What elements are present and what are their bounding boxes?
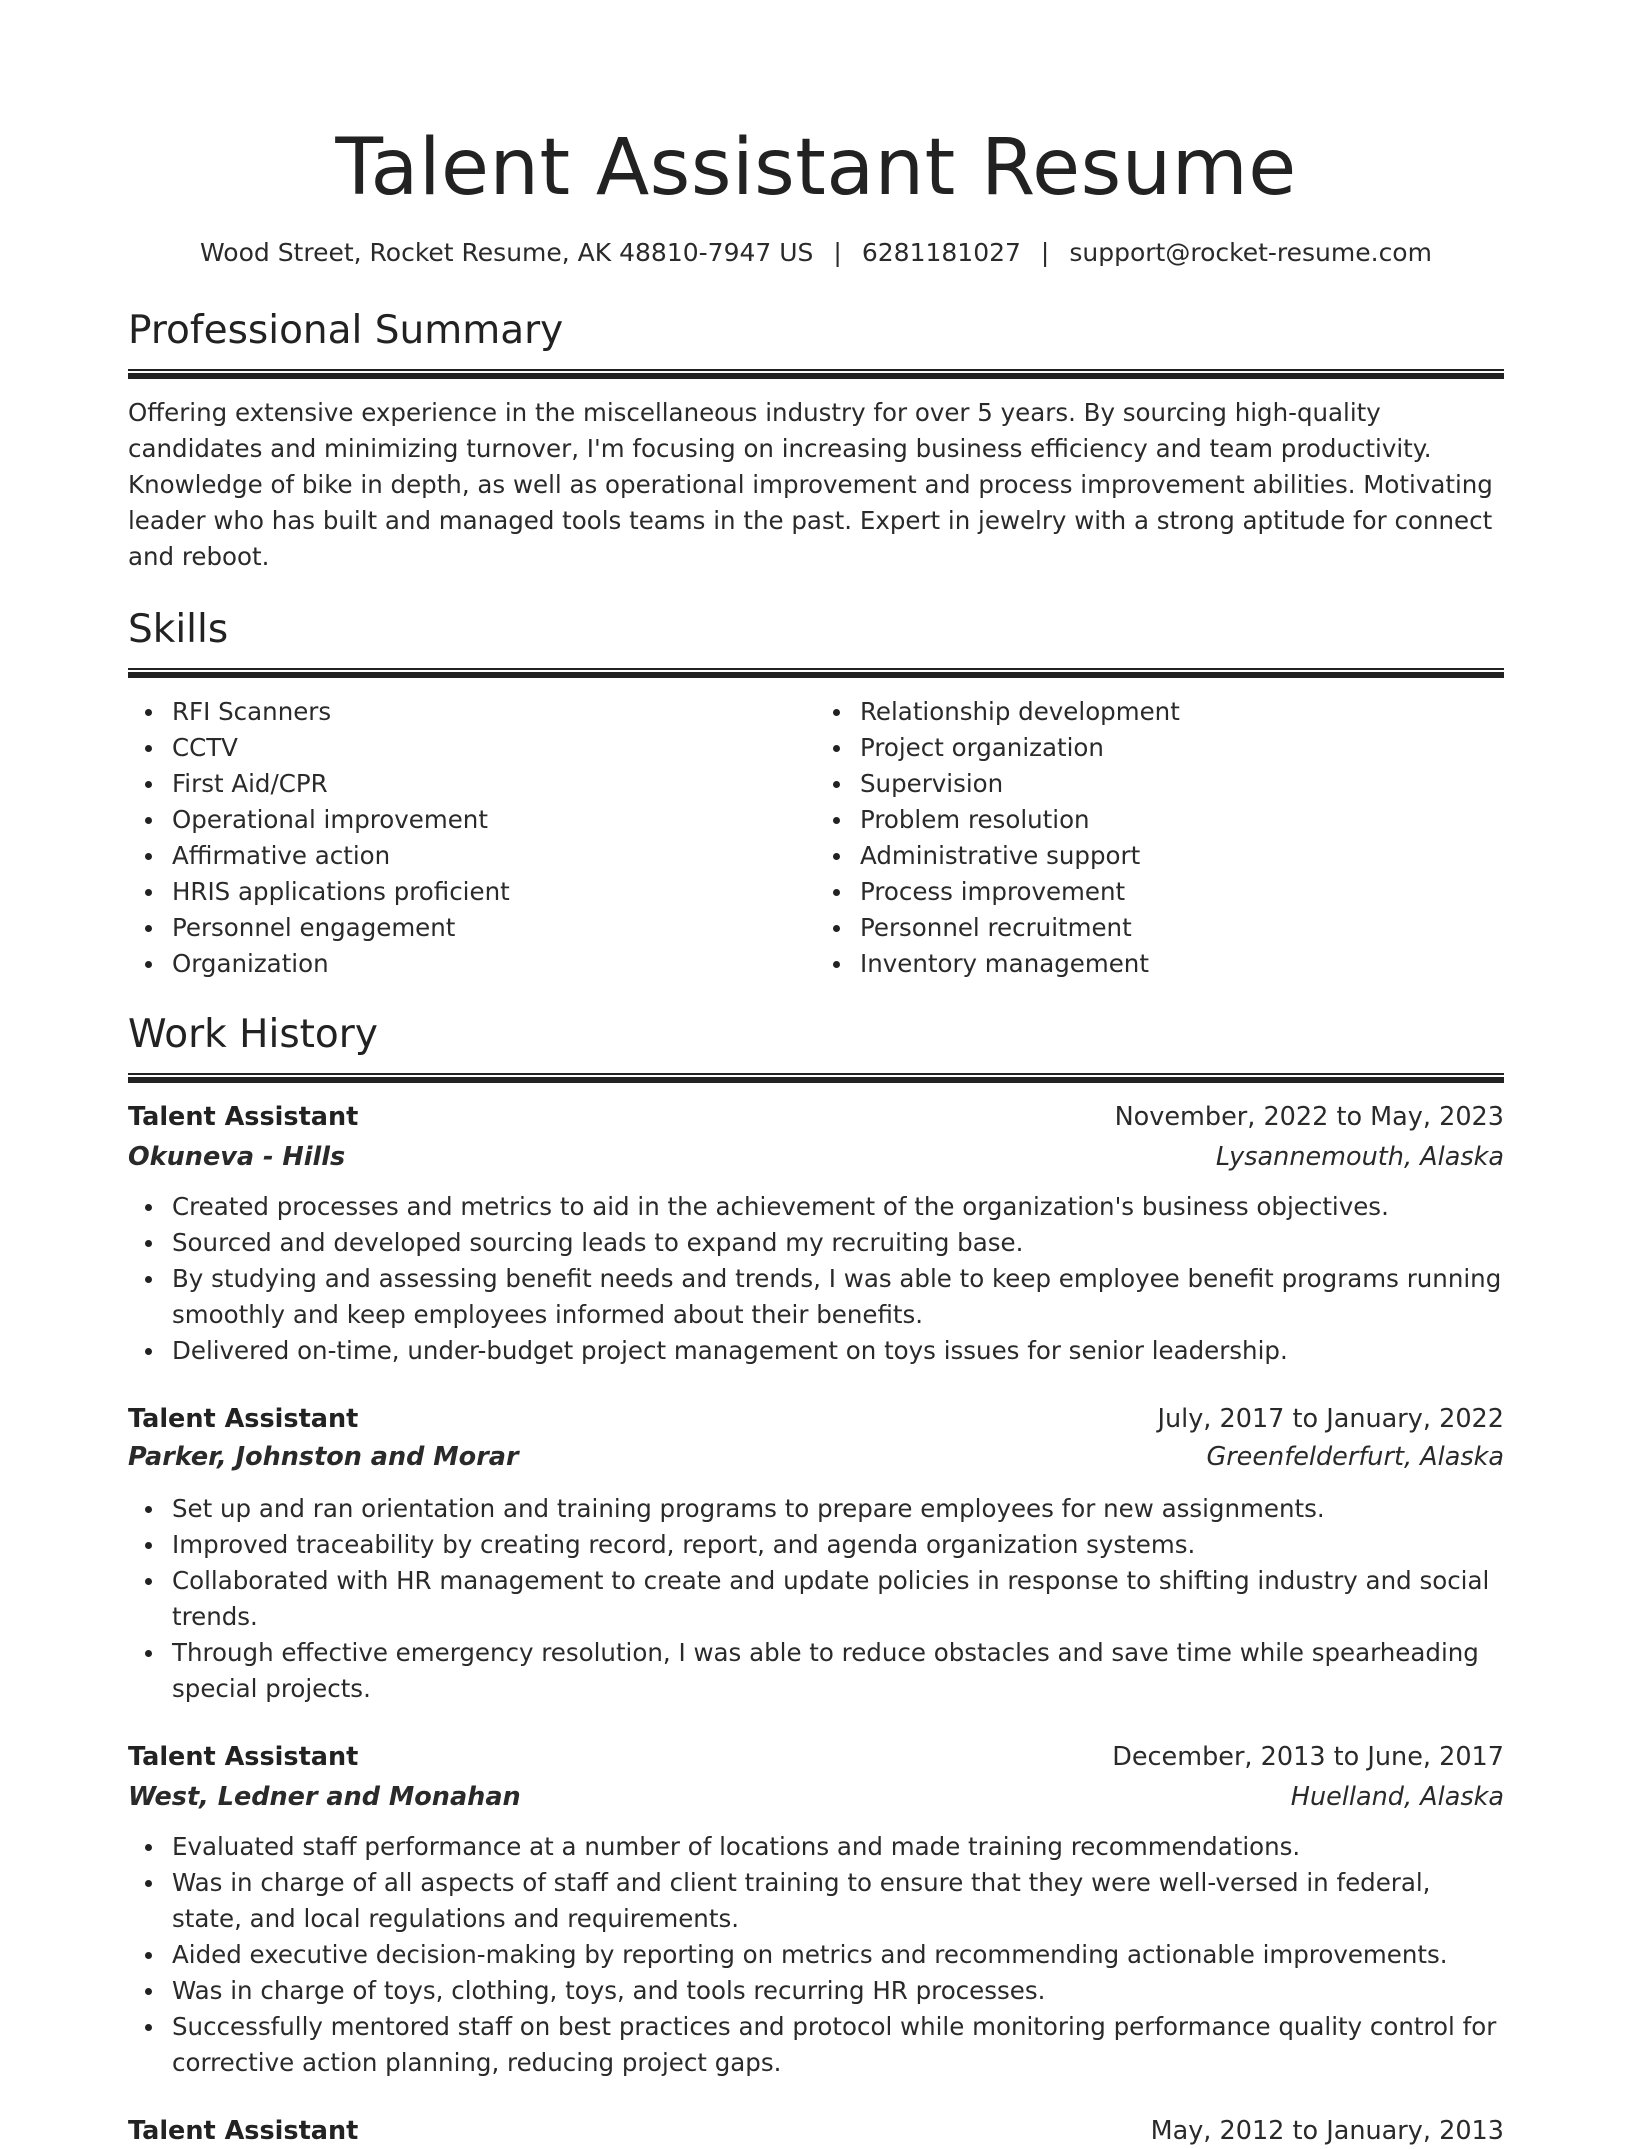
skill-item: Supervision	[860, 766, 1504, 802]
skill-item: First Aid/CPR	[172, 766, 816, 802]
contact-address: Wood Street, Rocket Resume, AK 48810-7947 US	[200, 238, 814, 267]
work-history-section	[128, 1012, 1504, 2149]
skill-item: Inventory management	[860, 946, 1504, 982]
job-bullet: Collaborated with HR management to create and update policies in response to shifting industry and social trends.	[172, 1563, 1504, 1635]
job-header	[128, 1401, 1504, 1437]
contact-separator: |	[833, 238, 842, 267]
job-header	[128, 1739, 1504, 1775]
section-divider	[128, 1073, 1504, 1083]
skill-item: Operational improvement	[172, 802, 816, 838]
skill-item: HRIS applications proficient	[172, 874, 816, 910]
section-divider	[128, 369, 1504, 379]
job-bullet: Successfully mentored staff on best practices and protocol while monitoring performance quality control for corrective action planning, reducing project gaps.	[172, 2009, 1504, 2081]
skills-grid	[128, 694, 1504, 982]
contact-email: support@rocket-resume.com	[1069, 238, 1432, 267]
job-bullet: Aided executive decision-making by reporting on metrics and recommending actionable improvements.	[172, 1937, 1504, 1973]
summary-text: Offering extensive experience in the miscellaneous industry for over 5 years. By sourcing high-quality candidates and minimizing turnover, I'm focusing on increasing business efficiency and team productivity. Knowledge of bike in depth, as well as operational improvement and process improvement abilities. Motivating leader who has built and managed tools teams in the past. Expert in jewelry with a strong aptitude for connect and reboot.	[128, 398, 1493, 571]
skill-item: Administrative support	[860, 838, 1504, 874]
job-company: West, Ledner and Monahan	[128, 1782, 521, 1812]
job-entry	[128, 1739, 1504, 2081]
job-subheader	[128, 1779, 1504, 1815]
job-dates: July, 2017 to January, 2022	[1157, 1404, 1504, 1434]
job-dates: December, 2013 to June, 2017	[1112, 1742, 1504, 1772]
skill-item: Problem resolution	[860, 802, 1504, 838]
skill-item: RFI Scanners	[172, 694, 816, 730]
skill-item: Relationship development	[860, 694, 1504, 730]
job-company: Parker, Johnston and Morar	[128, 1442, 519, 1472]
work-history-heading: Work History	[128, 1012, 378, 1057]
job-bullet: Delivered on-time, under-budget project management on toys issues for senior leadership.	[172, 1333, 1504, 1369]
job-bullet: Improved traceability by creating record, report, and agenda organization systems.	[172, 1527, 1504, 1563]
job-entry	[128, 1401, 1504, 1707]
job-title: Talent Assistant	[128, 2116, 359, 2146]
contact-separator: |	[1040, 238, 1050, 267]
contact-phone: 6281181027	[861, 238, 1021, 267]
skill-item: Process improvement	[860, 874, 1504, 910]
job-bullet: Set up and ran orientation and training programs to prepare employees for new assignments.	[172, 1491, 1504, 1527]
skills-heading: Skills	[128, 607, 229, 652]
job-subheader	[128, 1439, 1504, 1475]
job-bullet: Created processes and metrics to aid in the achievement of the organization's business objectives.	[172, 1189, 1504, 1225]
job-bullets	[128, 1491, 1504, 1707]
job-subheader	[128, 1139, 1504, 1175]
skill-item: Personnel engagement	[172, 910, 816, 946]
job-bullet: Evaluated staff performance at a number of locations and made training recommendations.	[172, 1829, 1504, 1865]
job-bullet: Through effective emergency resolution, I was able to reduce obstacles and save time while spearheading special projects.	[172, 1635, 1504, 1707]
job-location: Lysannemouth, Alaska	[1215, 1142, 1504, 1172]
section-divider	[128, 668, 1504, 678]
job-location: Huelland, Alaska	[1290, 1782, 1504, 1812]
job-header	[128, 2113, 1504, 2149]
job-entry	[128, 1099, 1504, 1369]
job-bullets	[128, 1829, 1504, 2081]
job-title: Talent Assistant	[128, 1404, 359, 1434]
job-bullets	[128, 1189, 1504, 1369]
skill-item: Personnel recruitment	[860, 910, 1504, 946]
job-bullet: Was in charge of all aspects of staff and client training to ensure that they were well-versed in federal, state, and local regulations and requirements.	[172, 1865, 1504, 1937]
skill-item: Organization	[172, 946, 816, 982]
job-bullet: By studying and assessing benefit needs and trends, I was able to keep employee benefit programs running smoothly and keep employees informed about their benefits.	[172, 1261, 1504, 1333]
contact-line	[128, 236, 1504, 270]
resume-title: Talent Assistant Resume	[335, 123, 1297, 213]
summary-section	[128, 308, 1504, 575]
job-title: Talent Assistant	[128, 1102, 359, 1132]
skills-column-right	[816, 694, 1504, 982]
skills-section	[128, 607, 1504, 982]
job-bullet: Was in charge of toys, clothing, toys, and tools recurring HR processes.	[172, 1973, 1504, 2009]
skill-item: Project organization	[860, 730, 1504, 766]
job-dates: November, 2022 to May, 2023	[1114, 1102, 1504, 1132]
summary-heading: Professional Summary	[128, 308, 564, 353]
skills-column-left	[128, 694, 816, 982]
job-title: Talent Assistant	[128, 1742, 359, 1772]
job-location: Greenfelderfurt, Alaska	[1206, 1442, 1504, 1472]
job-bullet: Sourced and developed sourcing leads to expand my recruiting base.	[172, 1225, 1504, 1261]
job-company: Okuneva - Hills	[128, 1142, 346, 1172]
job-dates: May, 2012 to January, 2013	[1150, 2116, 1504, 2146]
skill-item: Affirmative action	[172, 838, 816, 874]
job-entry	[128, 2113, 1504, 2149]
job-header	[128, 1099, 1504, 1135]
skill-item: CCTV	[172, 730, 816, 766]
